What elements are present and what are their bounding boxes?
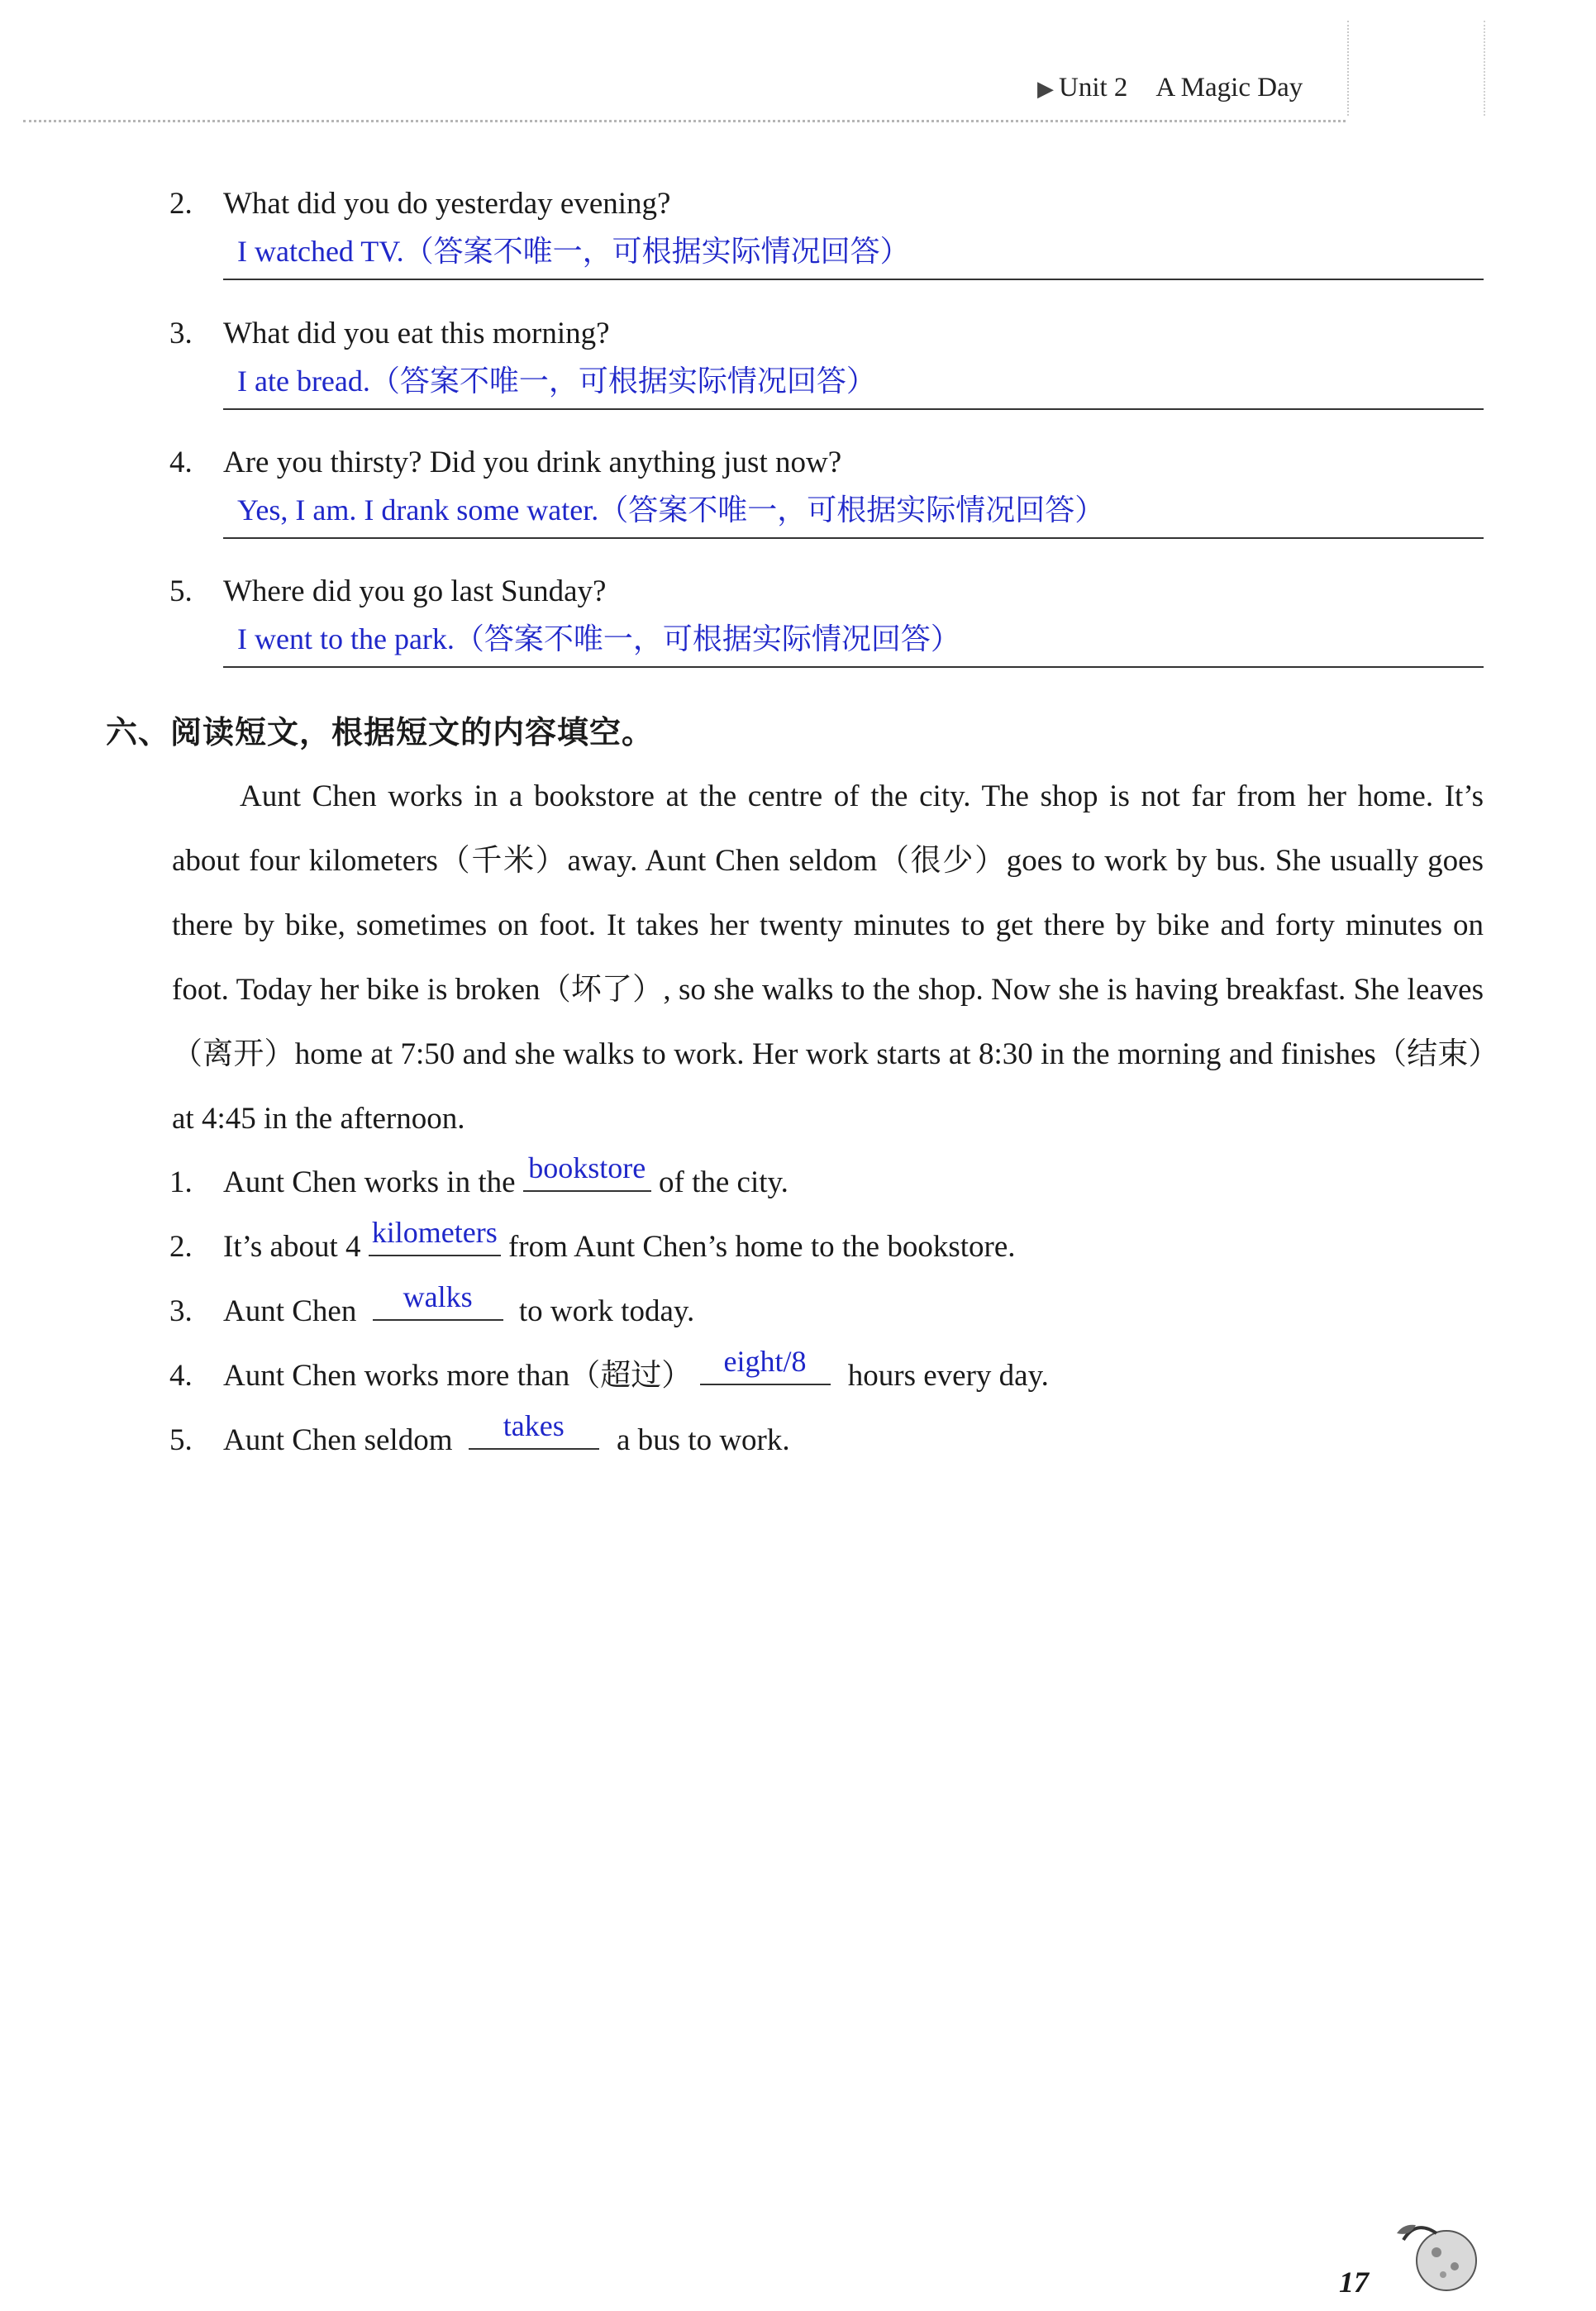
fill-blank: eight/8: [700, 1349, 831, 1385]
fill-blank: kilometers: [369, 1220, 501, 1256]
answer-line: [223, 229, 1484, 280]
fill-item: 2. It’s about 4 kilometers from Aunt Chen’s home to the bookstore.: [169, 1216, 1016, 1264]
answer-line: [223, 617, 1484, 668]
fill-item: 3. Aunt Chen walks to work today.: [169, 1280, 695, 1328]
fill-blank: bookstore: [523, 1156, 651, 1192]
question: 5. Where did you go last Sunday?: [169, 574, 607, 608]
fill-item: 4. Aunt Chen works more than（超过） eight/8 hours every day.: [169, 1345, 1049, 1393]
fill-item: 5. Aunt Chen seldom takes a bus to work.: [169, 1409, 790, 1457]
answer-line: [223, 359, 1484, 410]
answer-text: I went to the park.（答案不唯一，可根据实际情况回答）: [237, 622, 960, 655]
header-title: [1037, 73, 1303, 103]
question: 4. Are you thirsty? Did you drink anything just now?: [169, 446, 842, 479]
fill-blank: walks: [373, 1284, 503, 1321]
page-number: 17: [1339, 2266, 1369, 2299]
answer-text: Yes, I am. I drank some water.（答案不唯一，可根据实际情况回答）: [237, 493, 1105, 527]
reading-passage: Aunt Chen works in a bookstore at the centre of the city. The shop is not far from her home. It’s about four kilometers（千米）away. Aunt Chen seldom（很少）goes to work by bus. She usually goes there by bike, sometimes on foot. It takes her twenty minutes to get there by bike and forty minutes on foot. Today her bike is broken（坏了）, so she walks to the shop. Now she is having breakfast. She leaves（离开）home at 7:50 and she walks to work. Her work starts at 8:30 in the morning and finishes（结束）at 4:45 in the afternoon.: [172, 779, 1484, 1136]
answer-text: I ate bread.（答案不唯一，可根据实际情况回答）: [237, 365, 876, 398]
header-divider: [1347, 21, 1349, 116]
triangle-icon: ▶: [1037, 77, 1054, 101]
header-divider: [1484, 21, 1485, 116]
question: 2. What did you do yesterday evening?: [169, 187, 671, 221]
fill-blank: takes: [469, 1413, 599, 1450]
page-header: [23, 0, 1346, 122]
decorative-fruit-icon: [1379, 2215, 1486, 2298]
question: 3. What did you eat this morning?: [169, 317, 610, 350]
header-unit: Unit 2: [1059, 73, 1128, 102]
fill-item: 1. Aunt Chen works in the bookstore of the city.: [169, 1151, 788, 1199]
section-title: 六、阅读短文，根据短文的内容填空。: [106, 714, 655, 750]
answer-text: I watched TV.（答案不唯一，可根据实际情况回答）: [237, 235, 910, 268]
answer-line: [223, 488, 1484, 539]
header-lesson-title: A Magic Day: [1155, 73, 1303, 102]
